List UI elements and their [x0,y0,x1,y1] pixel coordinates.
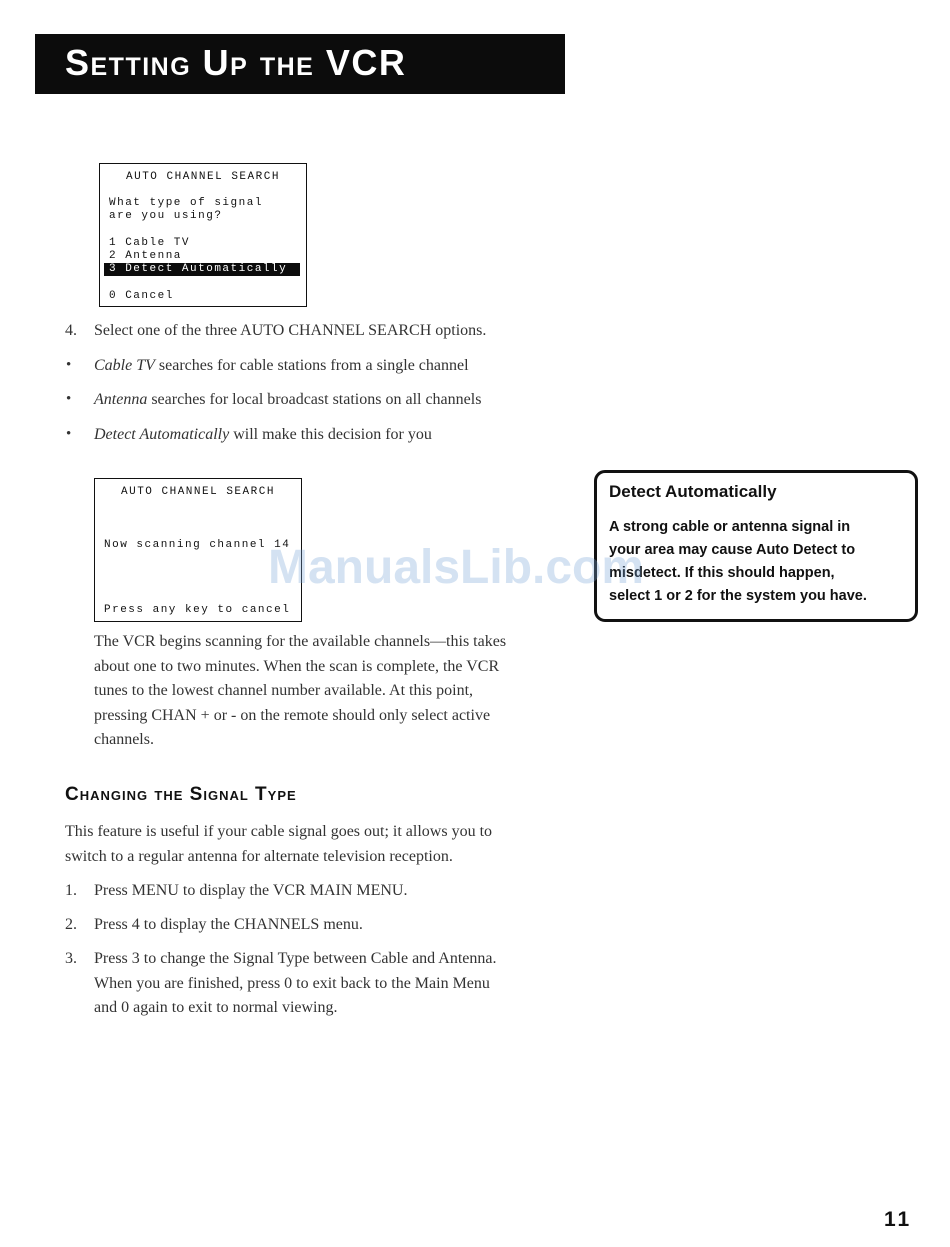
signal-step-3-line: When you are finished, press 0 to exit back to the Main Menu [94,974,490,992]
bullet-antenna [94,391,481,409]
osd2-scanning-status: Now scanning channel 14 [104,539,291,551]
section-intro [65,820,555,869]
osd2-title: AUTO CHANNEL SEARCH [121,486,275,498]
bullet-detect-automatically-text: will make this decision for you [229,426,432,443]
bullet-antenna-marker: • [66,391,72,407]
bullet-detect-automatically-term: Detect Automatically [94,426,230,443]
scan-paragraph-line: tunes to the lowest channel number available. At this point, [94,682,474,699]
osd-option-cancel: 0 Cancel [109,290,174,302]
osd2-cancel-hint: Press any key to cancel [104,604,291,616]
osd-option-antenna: 2 Antenna [109,250,182,262]
scan-paragraph-line: about one to two minutes. When the scan is complete, the VCR [94,657,500,675]
signal-step-2-text: Press 4 to display the CHANNELS menu. [94,916,363,933]
bullet-cable-tv-text: searches for cable stations from a single channel [154,357,469,374]
scan-paragraph-line: channels. [94,731,154,748]
bullet-detect-automatically-marker: • [66,426,72,442]
scan-paragraph-line: pressing CHAN + or - on the remote should only select active [94,706,491,724]
osd-title: AUTO CHANNEL SEARCH [126,171,280,183]
osd-question-line-2: are you using? [109,210,223,222]
osd-auto-channel-search-menu [99,163,307,307]
bullet-detect-automatically [94,426,432,444]
signal-step-3-line: and 0 again to exit to normal viewing. [94,999,338,1016]
callout-line: select 1 or 2 for the system you have. [609,588,867,604]
signal-step-1-text: Press MENU to display the VCR MAIN MENU. [94,882,408,899]
scan-paragraph-line: The VCR begins scanning for the available channels—this takes [94,633,507,650]
signal-step-3-text [94,947,554,1021]
bullet-antenna-term: Antenna [94,391,148,408]
osd-question-line-1: What type of signal [109,197,263,209]
osd-option-cable-tv: 1 Cable TV [109,237,191,249]
osd-option-detect-automatically: 3 Detect Automatically [104,263,300,276]
scan-paragraph [94,630,554,753]
header-bar [35,34,565,94]
signal-step-1-number: 1. [65,882,77,899]
section-intro-line: switch to a regular antenna for alternate television reception. [65,847,453,865]
callout-line: your area may cause Auto Detect to [609,542,856,558]
page-number: 11 [884,1208,913,1231]
bullet-cable-tv-term: Cable TV [94,357,155,374]
section-intro-line: This feature is useful if your cable signal goes out; it allows you to [65,823,493,840]
page-title: Setting Up the VCR [65,42,407,83]
section-heading: Changing the Signal Type [65,784,297,805]
bullet-antenna-text: searches for local broadcast stations on all channels [147,391,482,408]
callout-line: A strong cable or antenna signal in [609,519,851,535]
bullet-cable-tv-marker: • [66,357,72,373]
step-4-text: Select one of the three AUTO CHANNEL SEARCH options. [94,322,487,339]
signal-step-3-line: Press 3 to change the Signal Type between Cable and Antenna. [94,950,497,967]
signal-step-3-number: 3. [65,950,77,967]
signal-step-2-number: 2. [65,916,77,933]
watermark: ManualsLib.com [268,541,645,594]
callout-title: Detect Automatically [609,482,777,501]
step-4-number: 4. [65,322,77,339]
bullet-cable-tv [94,357,469,375]
callout-line: misdetect. If this should happen, [609,565,835,581]
